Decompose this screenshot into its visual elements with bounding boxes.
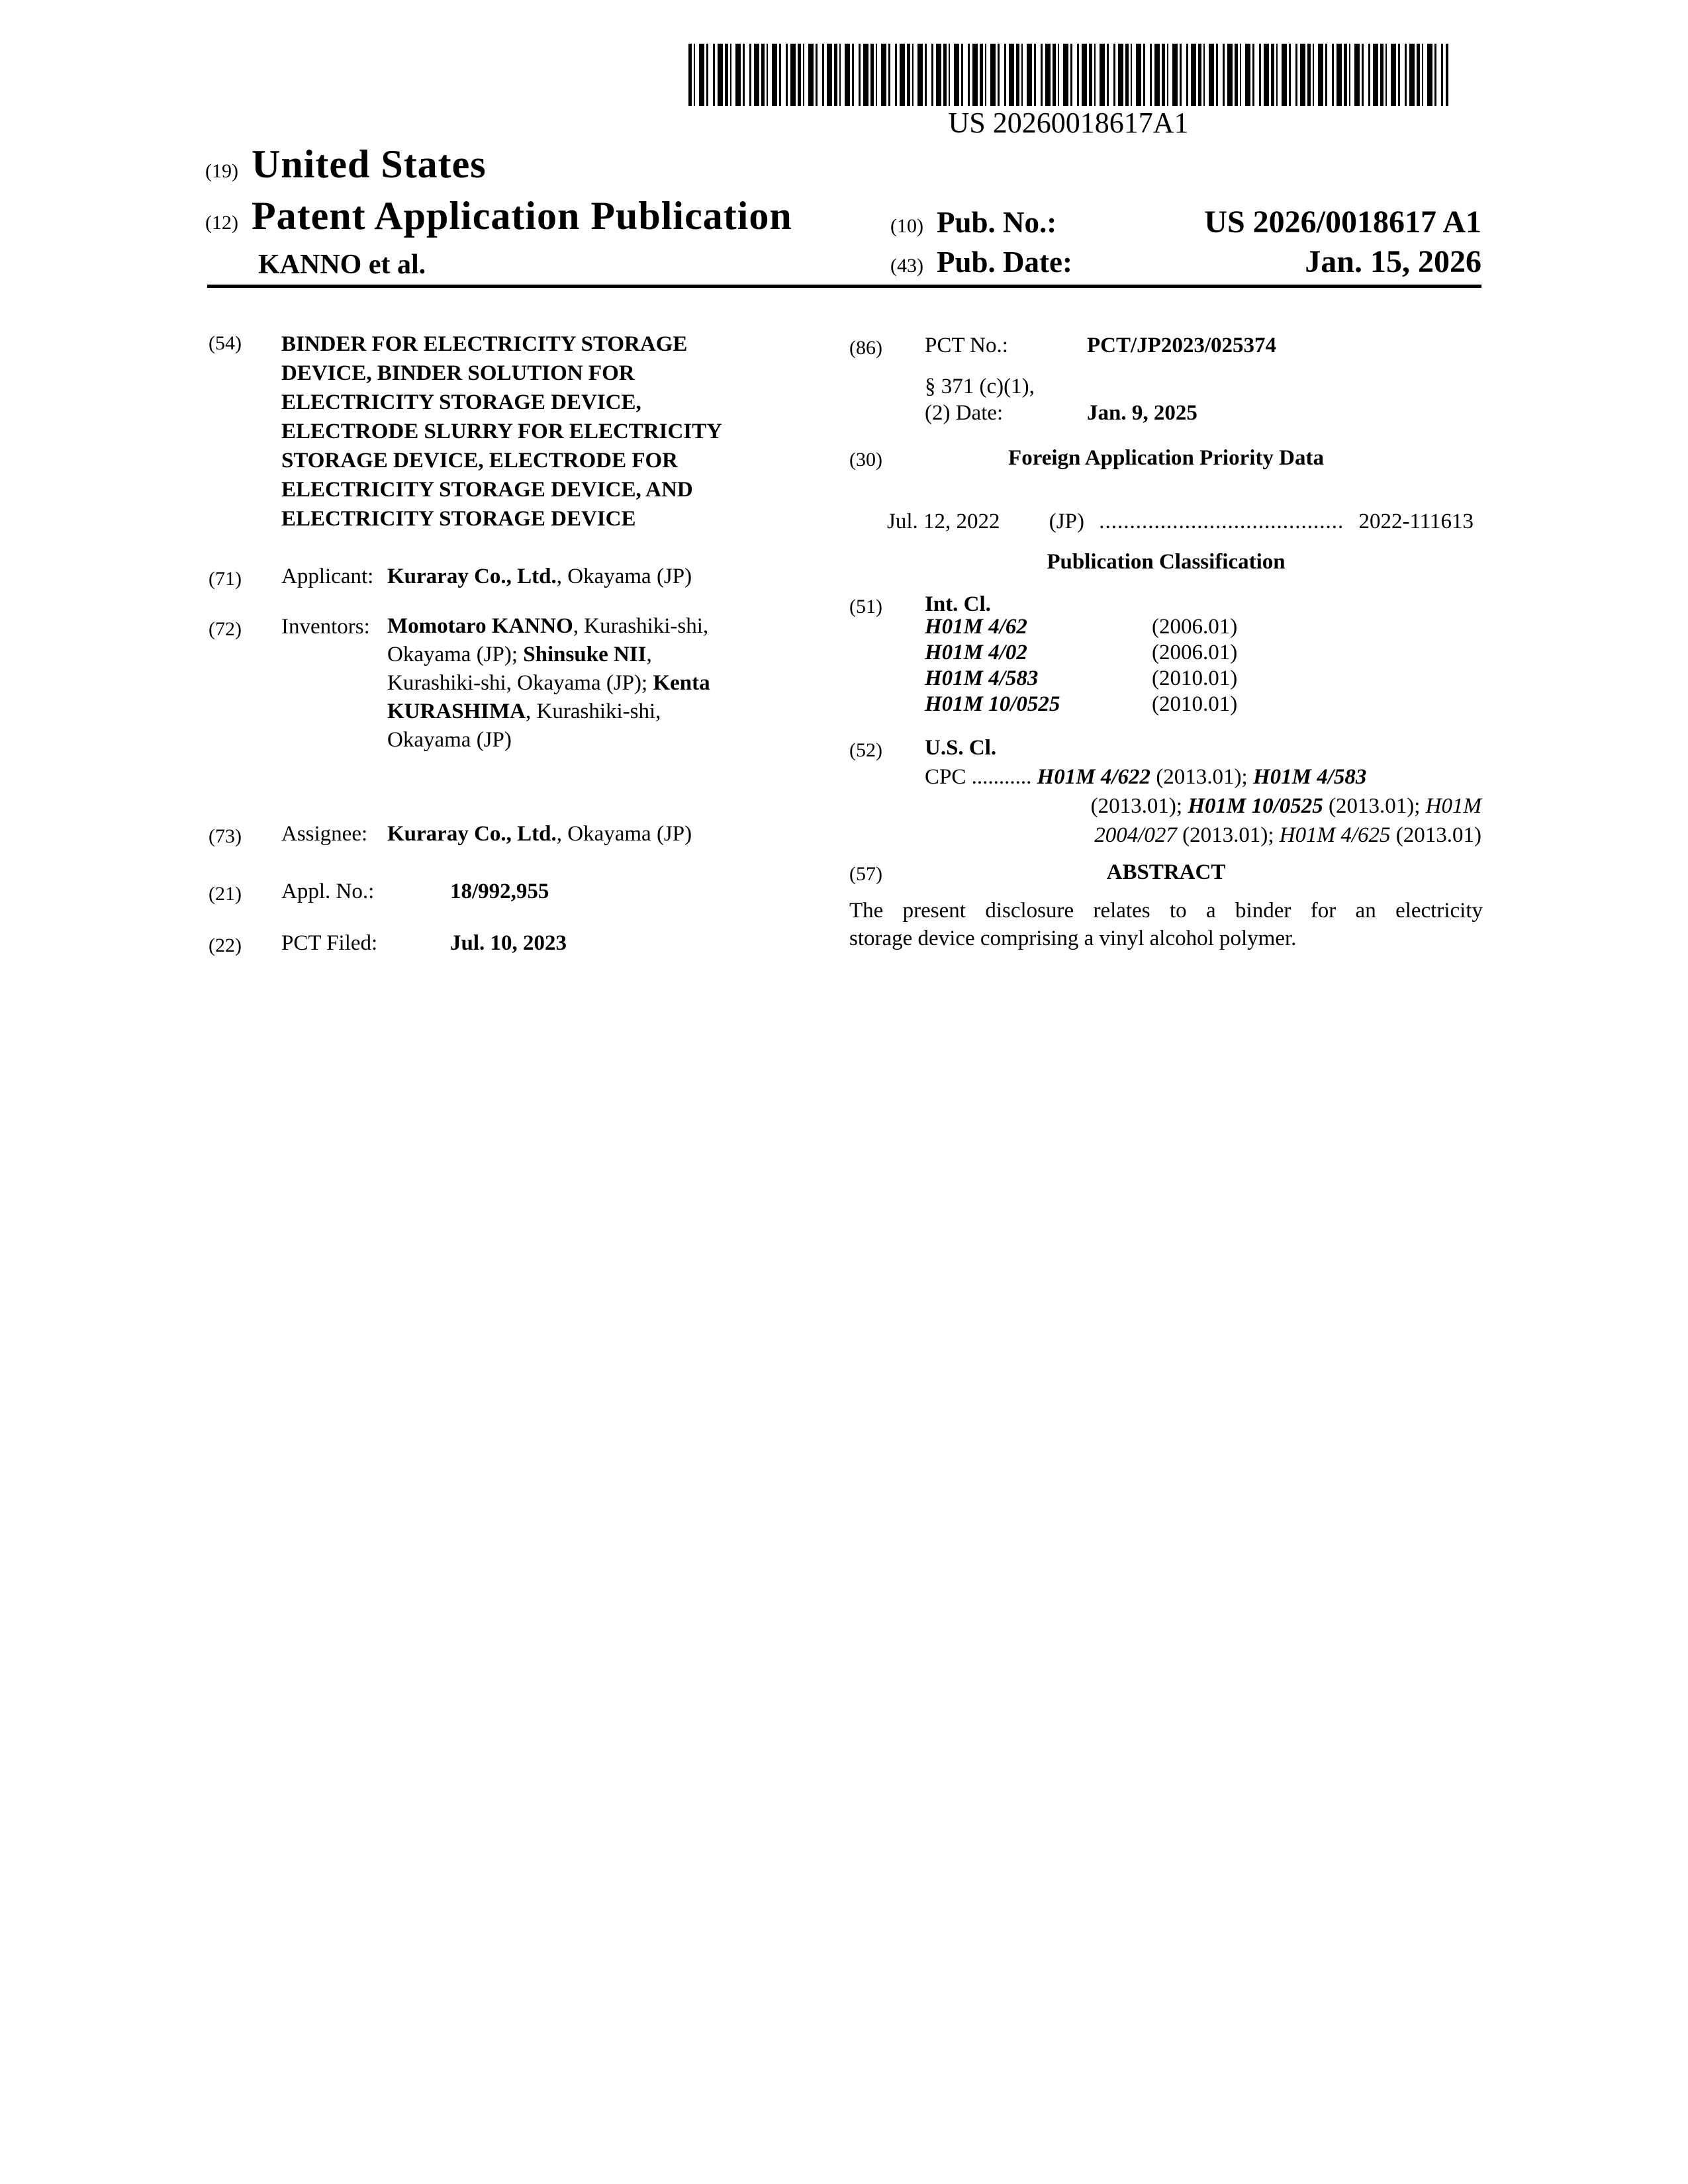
author-line: KANNO et al. bbox=[258, 250, 426, 280]
abstract-title: ABSTRACT bbox=[1106, 860, 1226, 884]
int-cl-code: H01M 4/02 bbox=[925, 641, 1027, 664]
assignee-location: , Okayama (JP) bbox=[556, 822, 692, 846]
inventor-location: , Kurashiki-shi, bbox=[573, 614, 709, 638]
priority-number: 2022-111613 bbox=[1358, 510, 1474, 533]
cpc-text: (2013.01); bbox=[1090, 794, 1188, 818]
inventors-label: Inventors: bbox=[281, 615, 370, 639]
field-number-21: (21) bbox=[209, 883, 242, 905]
cpc-block bbox=[925, 762, 1481, 850]
int-cl-version: (2006.01) bbox=[1152, 615, 1238, 639]
field-30-priority-header bbox=[849, 446, 1483, 475]
cpc-text: (2013.01) bbox=[1390, 823, 1481, 847]
publication-date: Jan. 15, 2026 bbox=[1305, 244, 1481, 279]
assignee-label: Assignee: bbox=[281, 822, 368, 846]
publication-number: US 2026/0018617 A1 bbox=[1204, 205, 1481, 240]
pct-no-label: PCT No.: bbox=[925, 334, 1008, 357]
cpc-text: (2013.01); bbox=[1323, 794, 1426, 818]
cpc-code: H01M 10/0525 bbox=[1188, 794, 1323, 818]
field-number-73: (73) bbox=[209, 825, 242, 847]
barcode-number: US 20260018617A1 bbox=[948, 107, 1189, 139]
assignee-name: Kuraray Co., Ltd. bbox=[387, 822, 557, 846]
header-divider bbox=[207, 285, 1481, 288]
abstract-text bbox=[849, 897, 1483, 952]
int-cl-code: H01M 10/0525 bbox=[925, 692, 1060, 716]
pub-no-label: Pub. No.: bbox=[936, 206, 1057, 239]
inventor-name: Kenta bbox=[653, 671, 710, 695]
cpc-code: H01M bbox=[1425, 794, 1481, 818]
publication-classification-title: Publication Classification bbox=[1047, 550, 1286, 574]
field-number-22: (22) bbox=[209, 934, 242, 956]
title-line: BINDER FOR ELECTRICITY STORAGE bbox=[281, 332, 688, 356]
int-cl-code: H01M 4/583 bbox=[925, 666, 1039, 690]
pct-filed-label: PCT Filed: bbox=[281, 931, 378, 955]
inventor-name: Shinsuke NII bbox=[523, 643, 647, 666]
priority-date: Jul. 12, 2022 bbox=[887, 510, 1000, 533]
abstract-line: storage device comprising a vinyl alcohol polymer. bbox=[849, 927, 1297, 950]
kind-code-12: (12) bbox=[205, 212, 238, 234]
field-number-57: (57) bbox=[849, 863, 882, 885]
section-371-date-label: (2) Date: bbox=[925, 401, 1004, 425]
us-cl-label: U.S. Cl. bbox=[925, 736, 997, 760]
int-cl-label: Int. Cl. bbox=[925, 592, 991, 616]
kind-code-19: (19) bbox=[205, 160, 238, 182]
int-cl-version: (2006.01) bbox=[1152, 641, 1238, 664]
field-number-72: (72) bbox=[209, 618, 242, 640]
applicant-label: Applicant: bbox=[281, 565, 374, 588]
inventor-name: KURASHIMA bbox=[387, 700, 526, 723]
abstract-line: The present disclosure relates to a binder for an electricity bbox=[849, 899, 1483, 923]
cpc-code: H01M 4/625 bbox=[1279, 823, 1391, 847]
inventor-location: , bbox=[646, 643, 652, 666]
cpc-code: 2004/027 bbox=[1094, 823, 1177, 847]
pct-filed-value: Jul. 10, 2023 bbox=[450, 931, 567, 955]
title-line: STORAGE DEVICE, ELECTRODE FOR bbox=[281, 449, 679, 473]
title-line: ELECTRODE SLURRY FOR ELECTRICITY bbox=[281, 420, 722, 443]
field-number-51: (51) bbox=[849, 596, 882, 617]
int-cl-version: (2010.01) bbox=[1152, 692, 1238, 716]
cpc-dot-leader: ........... bbox=[971, 765, 1032, 789]
priority-entry bbox=[887, 507, 1474, 536]
title-line: DEVICE, BINDER SOLUTION FOR bbox=[281, 361, 635, 385]
priority-data-title: Foreign Application Priority Data bbox=[1008, 446, 1324, 470]
field-number-52: (52) bbox=[849, 739, 882, 761]
inventor-name: Momotaro KANNO bbox=[387, 614, 573, 638]
assignee-value bbox=[387, 819, 692, 848]
applicant-value bbox=[387, 562, 692, 591]
pub-date-label: Pub. Date: bbox=[936, 246, 1072, 279]
inventor-location: Kurashiki-shi, Okayama (JP); bbox=[387, 671, 653, 695]
country-name: United States bbox=[251, 142, 487, 186]
kind-code-10: (10) bbox=[890, 215, 923, 237]
barcode-image bbox=[688, 44, 1448, 106]
applicant-name: Kuraray Co., Ltd. bbox=[387, 565, 557, 588]
appl-no-label: Appl. No.: bbox=[281, 880, 375, 903]
field-number-71: (71) bbox=[209, 568, 242, 590]
int-cl-code: H01M 4/62 bbox=[925, 615, 1027, 639]
cpc-code: H01M 4/622 bbox=[1037, 765, 1151, 789]
document-type: Patent Application Publication bbox=[251, 194, 792, 238]
title-line: ELECTRICITY STORAGE DEVICE bbox=[281, 507, 636, 531]
cpc-text: (2013.01); bbox=[1176, 823, 1280, 847]
field-number-54: (54) bbox=[209, 332, 242, 354]
inventors-list bbox=[387, 612, 710, 754]
section-371-date bbox=[925, 398, 1197, 428]
inventor-location: Okayama (JP) bbox=[387, 728, 512, 752]
priority-dot-leader: ........................................ bbox=[1099, 510, 1344, 533]
int-cl-version: (2010.01) bbox=[1152, 666, 1238, 690]
title-line: ELECTRICITY STORAGE DEVICE, AND bbox=[281, 478, 693, 502]
section-371-line1: § 371 (c)(1), bbox=[925, 375, 1035, 398]
inventor-location: , Kurashiki-shi, bbox=[526, 700, 661, 723]
inventor-location: Okayama (JP); bbox=[387, 643, 524, 666]
kind-code-43: (43) bbox=[890, 255, 923, 277]
priority-country: (JP) bbox=[1049, 510, 1084, 533]
section-371-date-value: Jan. 9, 2025 bbox=[1087, 401, 1197, 425]
cpc-code: H01M 4/583 bbox=[1252, 765, 1367, 789]
title-line: ELECTRICITY STORAGE DEVICE, bbox=[281, 390, 641, 414]
cpc-text: (2013.01); bbox=[1150, 765, 1253, 789]
appl-no-value: 18/992,955 bbox=[450, 880, 549, 903]
int-cl-entries bbox=[925, 614, 1238, 717]
pct-no-value: PCT/JP2023/025374 bbox=[1087, 334, 1276, 357]
field-number-30: (30) bbox=[849, 449, 882, 471]
cpc-label: CPC bbox=[925, 765, 966, 789]
field-57-abstract-header bbox=[849, 860, 1483, 889]
applicant-location: , Okayama (JP) bbox=[556, 565, 692, 588]
field-number-86: (86) bbox=[849, 337, 882, 359]
